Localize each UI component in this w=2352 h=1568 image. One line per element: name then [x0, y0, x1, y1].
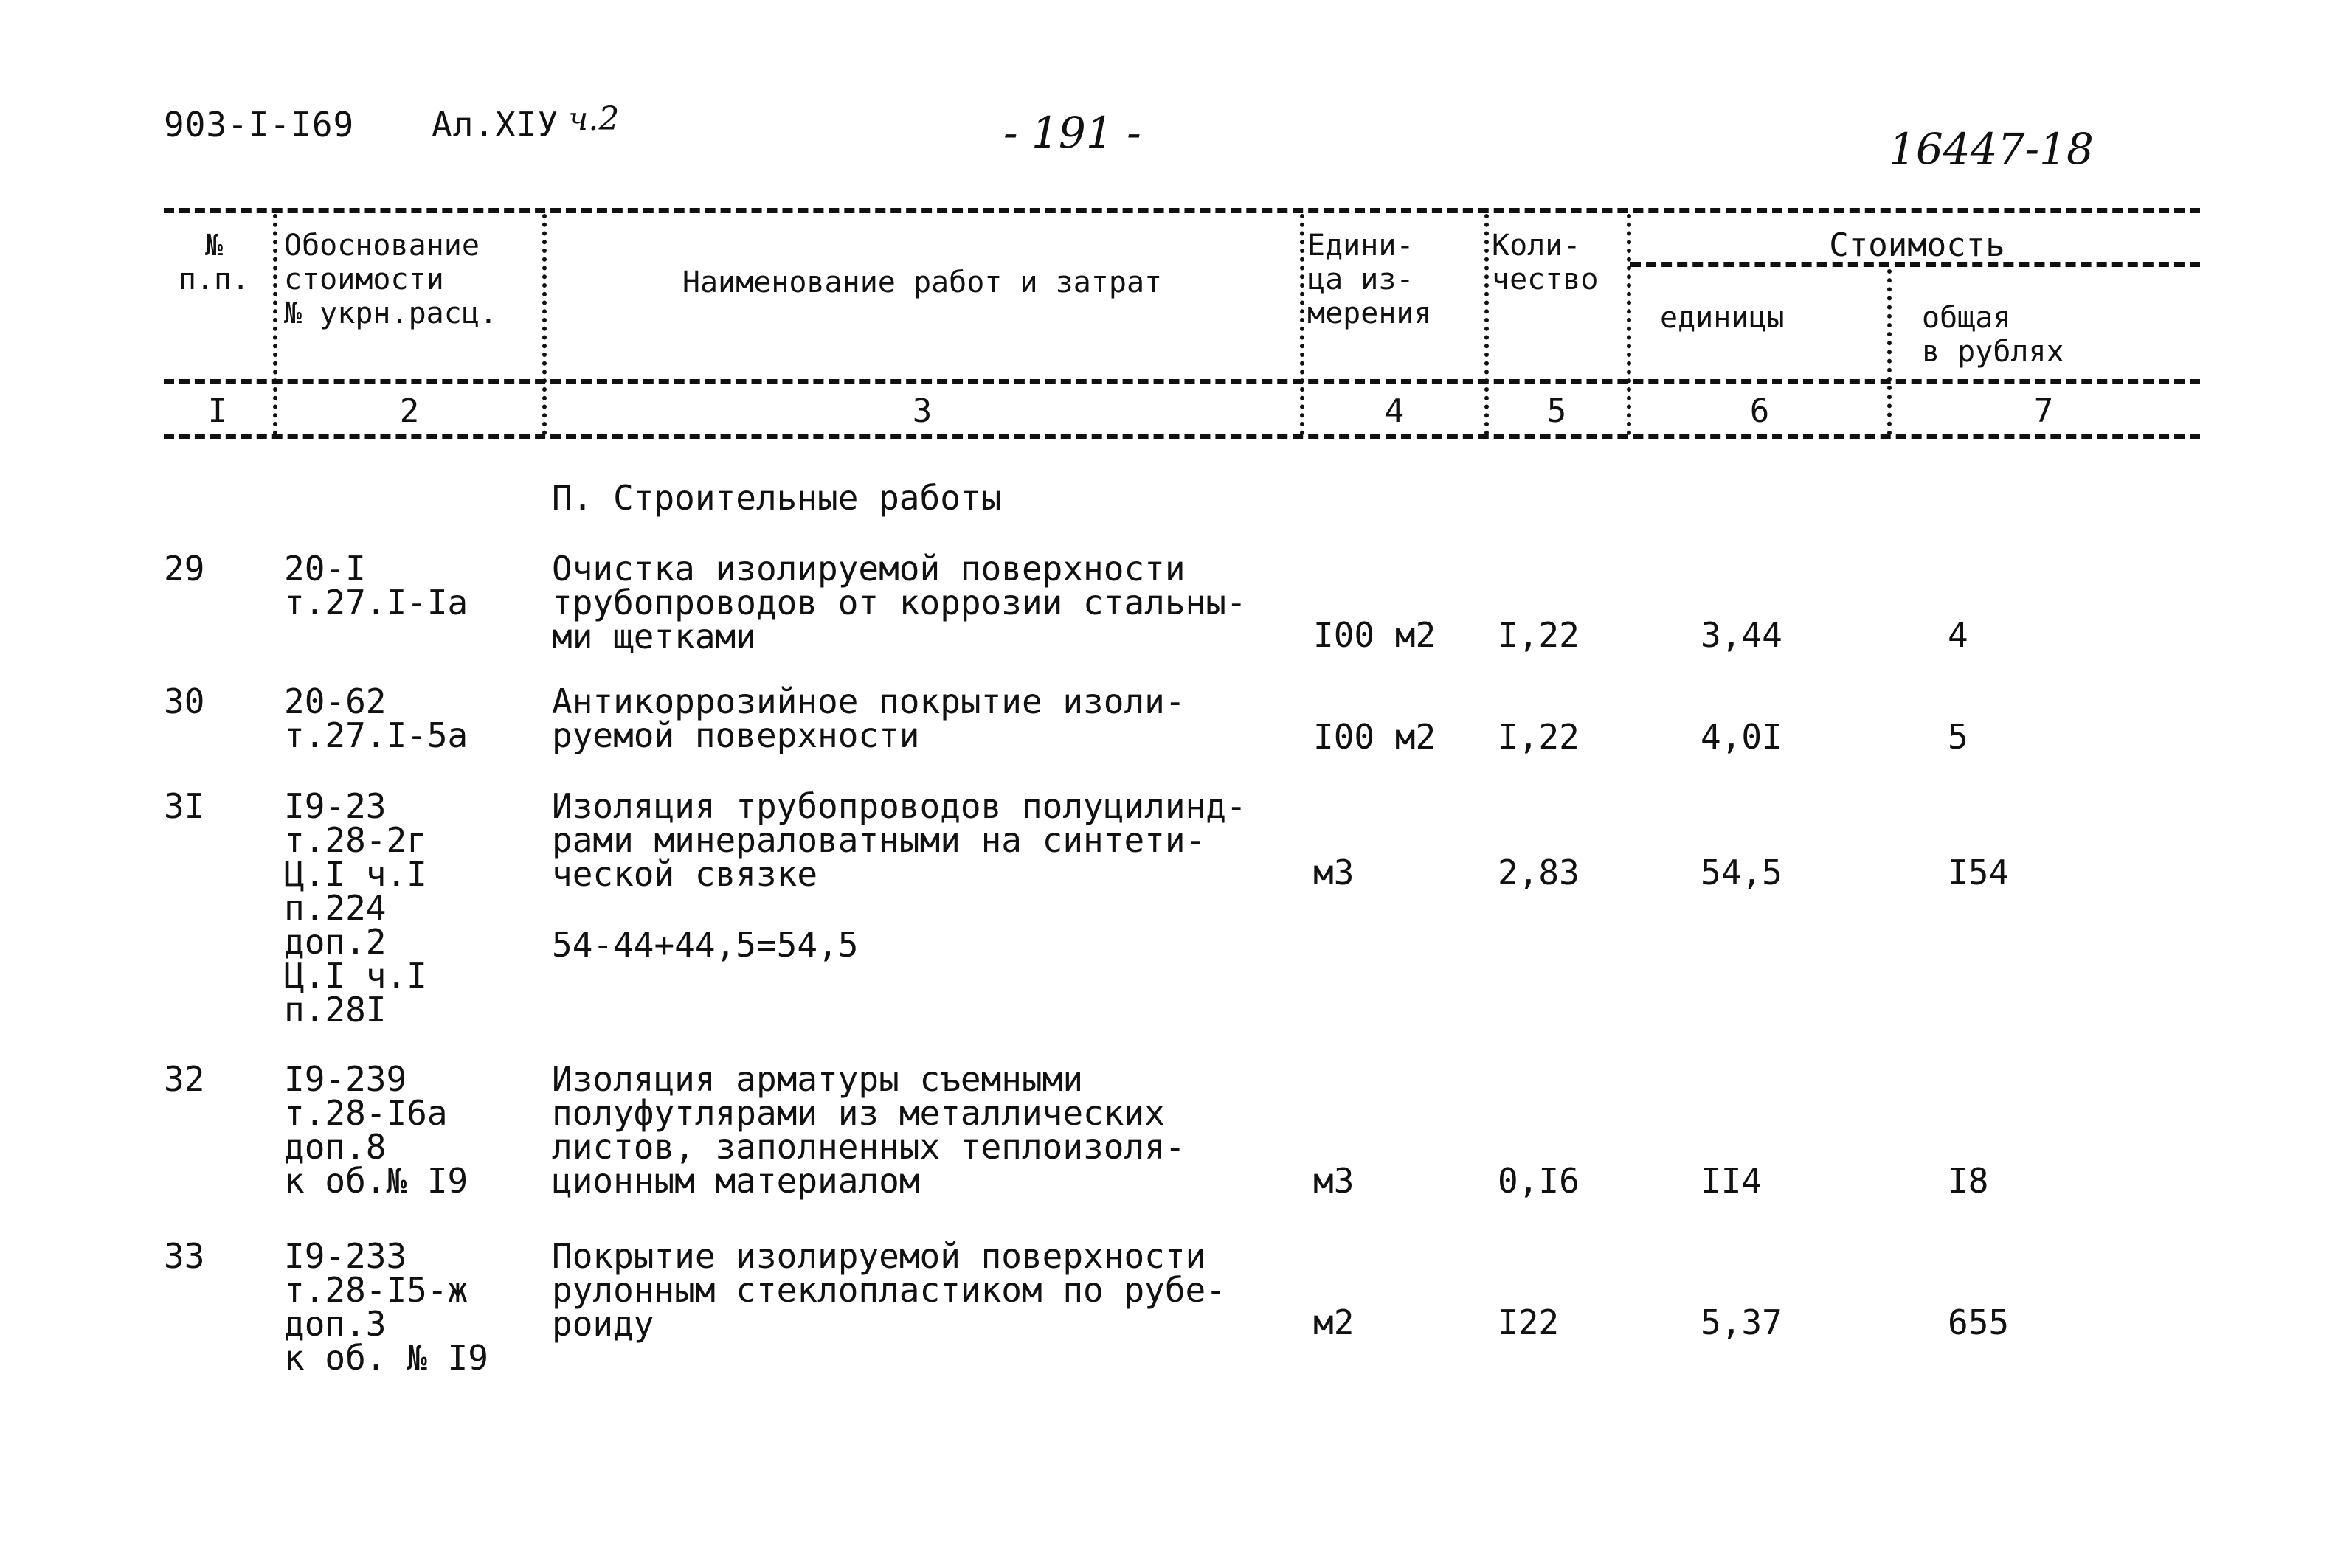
album-label: Ал.XIУ [432, 105, 559, 145]
header-work-name: Наименование работ и затрат [682, 266, 1163, 299]
row-unit-price: 4,0I [1701, 717, 1782, 757]
row-unit: м2 [1313, 1302, 1355, 1342]
row-basis: I9-239 т.28-I6а доп.8 к об.№ I9 [284, 1059, 468, 1201]
column-number-5: 5 [1546, 392, 1567, 430]
row-unit-price: 3,44 [1701, 615, 1782, 655]
col-separator-3 [1300, 214, 1304, 435]
row-basis: 20-I т.27.I-Iа [284, 549, 468, 622]
table-top-rule [164, 208, 2200, 213]
col-separator-2 [542, 214, 547, 435]
column-numbers-rule [164, 434, 2200, 439]
row-quantity: I,22 [1498, 615, 1580, 655]
row-basis: I9-23 т.28-2г Ц.I ч.I п.224 доп.2 Ц.I ч.I п.28I [284, 786, 427, 1030]
section-title: П. Строительные работы [552, 478, 1002, 518]
row-work-name: Изоляция трубопроводов полуцилинд- рами минераловатными на синтети- ческой связке [552, 786, 1247, 894]
archive-stamp: 16447-18 [1889, 124, 2094, 174]
row-number: 32 [164, 1059, 205, 1099]
row-unit: I00 м2 [1313, 615, 1436, 655]
col-separator-1 [273, 214, 277, 435]
row-calculation: 54-44+44,5=54,5 [552, 925, 859, 965]
row-total: I8 [1948, 1161, 1989, 1201]
column-number-1: I [207, 392, 228, 430]
row-unit: I00 м2 [1313, 717, 1436, 757]
row-total: 5 [1948, 717, 1968, 757]
header-number: № п.п. [178, 229, 250, 296]
row-work-name: Покрытие изолируемой поверхности рулонным стеклопластиком по рубе- роиду [552, 1236, 1226, 1344]
row-number: 30 [164, 681, 205, 721]
row-basis: I9-233 т.28-I5-ж доп.3 к об. № I9 [284, 1236, 488, 1378]
row-unit-price: II4 [1701, 1161, 1763, 1201]
col-separator-4 [1484, 214, 1489, 435]
row-quantity: I,22 [1498, 717, 1580, 757]
row-work-name: Антикоррозийное покрытие изоли- руемой поверхности [552, 681, 1186, 755]
album-note: ч.2 [568, 100, 620, 138]
col-separator-5 [1627, 214, 1631, 435]
column-number-6: 6 [1749, 392, 1770, 430]
row-number: 33 [164, 1236, 205, 1276]
column-number-2: 2 [399, 392, 420, 430]
row-unit: м3 [1313, 1161, 1355, 1201]
header-cost-group: Стоимость [1829, 226, 2005, 264]
column-number-3: 3 [912, 392, 933, 430]
header-quantity: Коли- чество [1492, 229, 1599, 296]
page-number: - 191 - [1003, 108, 1141, 158]
row-quantity: 0,I6 [1498, 1161, 1580, 1201]
row-number: 29 [164, 549, 205, 589]
header-bottom-rule [164, 379, 2200, 384]
row-unit-price: 54,5 [1701, 853, 1782, 892]
row-total: 655 [1948, 1302, 2010, 1342]
header-basis: Обоснование стоимости № укрн.расц. [284, 229, 497, 330]
col-separator-6 [1887, 269, 1892, 435]
row-number: 3I [164, 786, 205, 826]
row-unit-price: 5,37 [1701, 1302, 1782, 1342]
document-code: 903-I-I69 [164, 105, 355, 145]
row-basis: 20-62 т.27.I-5а [284, 681, 468, 755]
row-total: I54 [1948, 853, 2010, 892]
row-work-name: Изоляция арматуры съемными полуфутлярами из металлических листов, заполненных теплоизоля- ционным материалом [552, 1059, 1186, 1201]
header-unit-cost: единицы [1660, 301, 1785, 335]
row-work-name: Очистка изолируемой поверхности трубопроводов от коррозии стальны- ми щетками [552, 549, 1247, 656]
column-number-4: 4 [1384, 392, 1405, 430]
header-total-cost: общая в рублях [1922, 301, 2064, 369]
row-total: 4 [1948, 615, 1968, 655]
row-quantity: I22 [1498, 1302, 1560, 1342]
row-quantity: 2,83 [1498, 853, 1580, 892]
column-number-7: 7 [2033, 392, 2054, 430]
row-unit: м3 [1313, 853, 1355, 892]
header-unit: Едини- ца из- мерения [1307, 229, 1432, 330]
